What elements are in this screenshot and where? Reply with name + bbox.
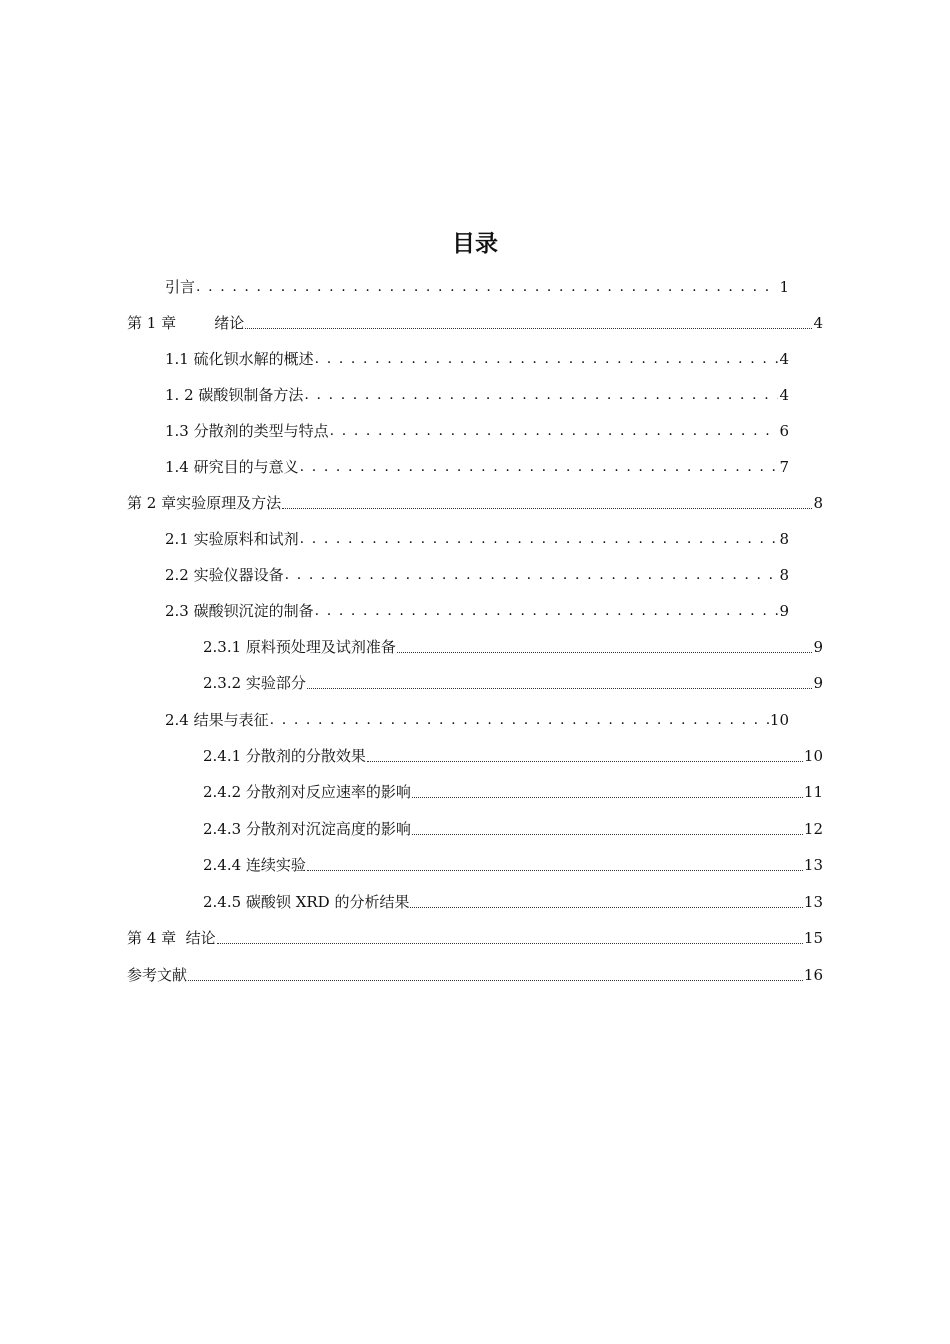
toc-entry-page: 8 — [779, 566, 789, 584]
toc-entry-2-4-1[interactable] — [203, 740, 823, 766]
dot-leader — [315, 349, 779, 369]
toc-entry-2-3-2[interactable] — [203, 667, 823, 693]
toc-entry-page: 10 — [769, 711, 789, 729]
toc-entry-label: 1.4 研究目的与意义 — [165, 458, 299, 476]
toc-entry-label: 1. 2 碳酸钡制备方法 — [165, 386, 304, 404]
toc-entry-chapter-2[interactable] — [127, 487, 823, 513]
toc-entry-page: 8 — [813, 494, 823, 512]
toc-entry-label: 1.1 硫化钡水解的概述 — [165, 350, 314, 368]
toc-entry-label: 2.1 实验原料和试剂 — [165, 530, 299, 548]
toc-entry-2-4-4[interactable] — [203, 849, 823, 875]
toc-entry-page: 7 — [779, 458, 789, 476]
toc-entry-label: 2.3.1 原料预处理及试剂准备 — [203, 638, 396, 656]
dot-leader — [245, 327, 812, 329]
toc-entry-page: 9 — [779, 602, 789, 620]
dot-leader — [300, 529, 779, 549]
toc-entry-1-2[interactable] — [165, 379, 789, 405]
toc-entry-page: 9 — [813, 674, 823, 692]
toc-entry-2-3[interactable] — [165, 595, 789, 621]
toc-entry-label: 2.3 碳酸钡沉淀的制备 — [165, 602, 314, 620]
toc-entry-chapter-4[interactable] — [127, 922, 823, 948]
toc-entry-label: 第 1 章 绪论 — [127, 314, 245, 332]
dot-leader — [307, 869, 803, 871]
toc-entry-label: 2.4.3 分散剂对沉淀高度的影响 — [203, 820, 411, 838]
toc-entry-page: 4 — [779, 386, 789, 404]
toc-entry-label: 2.4.5 碳酸钡 XRD 的分析结果 — [203, 893, 410, 911]
dot-leader — [270, 710, 769, 730]
toc-entry-label: 1.3 分散剂的类型与特点 — [165, 422, 329, 440]
toc-entry-page: 9 — [813, 638, 823, 656]
toc-entry-label: 2.4.1 分散剂的分散效果 — [203, 747, 366, 765]
dot-leader — [330, 421, 779, 441]
toc-entry-label: 2.3.2 实验部分 — [203, 674, 306, 692]
toc-entry-label: 2.4.4 连续实验 — [203, 856, 306, 874]
toc-entry-1-4[interactable] — [165, 451, 789, 477]
dot-leader — [397, 651, 813, 653]
dot-leader — [217, 942, 803, 944]
toc-entry-page: 8 — [779, 530, 789, 548]
toc-entry-label: 引言 — [165, 278, 196, 296]
dot-leader — [196, 277, 778, 297]
toc-entry-label: 2.2 实验仪器设备 — [165, 566, 284, 584]
toc-entry-chapter-1[interactable] — [127, 307, 823, 333]
toc-entry-2-4[interactable] — [165, 704, 789, 730]
dot-leader — [315, 601, 779, 621]
dot-leader — [412, 796, 803, 798]
dot-leader — [300, 457, 779, 477]
dot-leader — [412, 833, 803, 835]
toc-entry-2-4-5[interactable] — [203, 886, 823, 912]
toc-entry-page: 16 — [803, 966, 823, 984]
toc-entry-page: 12 — [803, 820, 823, 838]
toc-entry-2-1[interactable] — [165, 523, 789, 549]
dot-leader — [367, 760, 803, 762]
toc-entry-2-2[interactable] — [165, 559, 789, 585]
toc-entry-1-1[interactable] — [165, 343, 789, 369]
dot-leader — [304, 385, 778, 405]
toc-entry-page: 13 — [803, 856, 823, 874]
toc-entry-label: 2.4 结果与表征 — [165, 711, 269, 729]
toc-entry-page: 4 — [813, 314, 823, 332]
dot-leader — [282, 507, 812, 509]
dot-leader — [285, 565, 779, 585]
toc-entry-page: 6 — [779, 422, 789, 440]
toc-entry-label: 参考文献 — [127, 966, 188, 984]
toc-entry-2-4-3[interactable] — [203, 813, 823, 839]
toc-entry-page: 1 — [779, 278, 789, 296]
toc-entry-page: 13 — [803, 893, 823, 911]
toc-entry-page: 10 — [803, 747, 823, 765]
toc-entry-page: 15 — [803, 929, 823, 947]
toc-entry-1-3[interactable] — [165, 415, 789, 441]
dot-leader — [410, 906, 802, 908]
toc-entry-2-3-1[interactable] — [203, 631, 823, 657]
toc-entry-2-4-2[interactable] — [203, 776, 823, 802]
dot-leader — [307, 687, 813, 689]
dot-leader — [188, 979, 803, 981]
toc-entry-page: 11 — [803, 783, 823, 801]
toc-entry-page: 4 — [779, 350, 789, 368]
toc-entry-label: 第 2 章实验原理及方法 — [127, 494, 282, 512]
toc-entry-references[interactable] — [127, 959, 823, 985]
toc-title: 目录 — [452, 231, 498, 257]
toc-entry-label: 2.4.2 分散剂对反应速率的影响 — [203, 783, 411, 801]
toc-entry-label: 第 4 章 结论 — [127, 929, 216, 947]
toc-entry-introduction[interactable] — [165, 271, 789, 297]
